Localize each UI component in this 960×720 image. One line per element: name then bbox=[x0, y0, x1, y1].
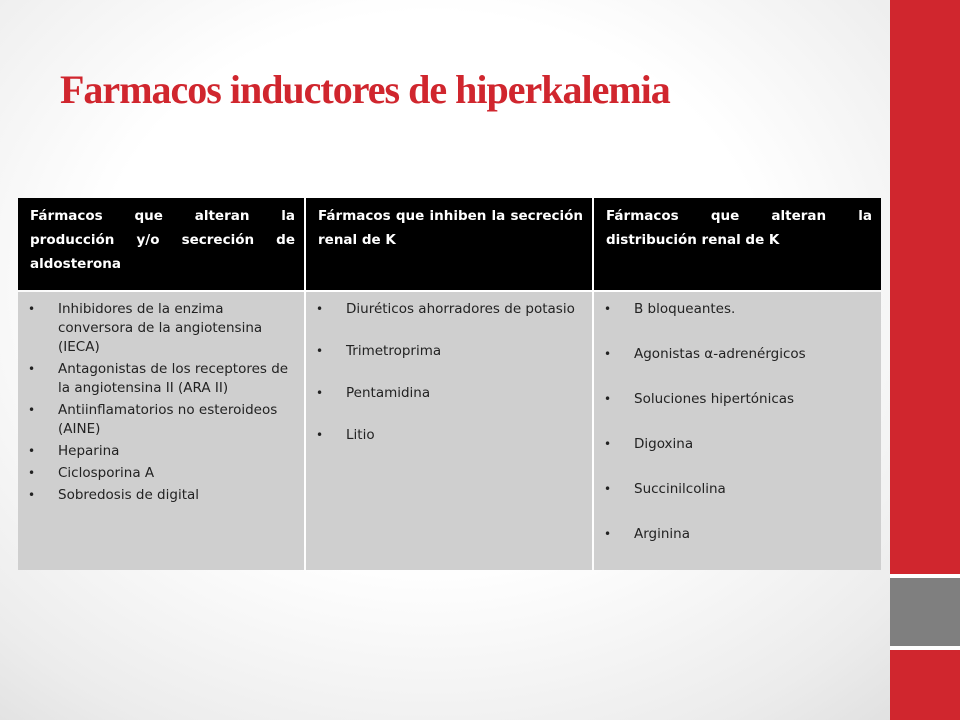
list-item-text: Heparina bbox=[58, 443, 120, 459]
list-item bbox=[604, 480, 873, 499]
bullet-icon: • bbox=[28, 302, 36, 316]
list-item bbox=[316, 300, 584, 319]
list-item bbox=[28, 401, 296, 439]
drug-list-renal-secretion bbox=[316, 300, 584, 445]
bullet-icon: • bbox=[604, 437, 612, 451]
side-decoration-bar bbox=[890, 0, 960, 720]
table-body-row bbox=[18, 292, 881, 570]
list-item bbox=[604, 345, 873, 364]
drug-table bbox=[18, 198, 881, 570]
list-item-text: Pentamidina bbox=[346, 385, 431, 401]
header-cell-aldosterone: Fármacos que alteran la producción y/o secreción de aldosterona bbox=[18, 198, 304, 290]
list-item-text: Antiinflamatorios no esteroideos (AINE) bbox=[58, 402, 278, 437]
body-cell-aldosterone bbox=[18, 292, 304, 570]
list-item-text: Arginina bbox=[634, 526, 691, 542]
list-item-text: B bloqueantes. bbox=[634, 301, 736, 317]
side-bar-red-top bbox=[890, 0, 960, 576]
list-item bbox=[316, 384, 584, 403]
bullet-icon: • bbox=[604, 302, 612, 316]
list-item bbox=[316, 426, 584, 445]
bullet-icon: • bbox=[28, 403, 36, 417]
bullet-icon: • bbox=[28, 362, 36, 376]
list-item-text: Ciclosporina A bbox=[58, 465, 155, 481]
list-item-text: Inhibidores de la enzima conversora de la angiotensina (IECA) bbox=[58, 301, 263, 355]
list-item bbox=[604, 390, 873, 409]
bullet-icon: • bbox=[604, 527, 612, 541]
bullet-icon: • bbox=[316, 428, 324, 442]
body-cell-renal-secretion bbox=[306, 292, 592, 570]
list-item bbox=[28, 464, 296, 483]
list-item-text: Trimetroprima bbox=[346, 343, 442, 359]
side-bar-gray bbox=[890, 576, 960, 648]
table-header-row bbox=[18, 198, 881, 290]
header-cell-renal-secretion: Fármacos que inhiben la secreción renal de K bbox=[306, 198, 592, 290]
list-item bbox=[316, 342, 584, 361]
bullet-icon: • bbox=[28, 444, 36, 458]
bullet-icon: • bbox=[316, 344, 324, 358]
list-item-text: Soluciones hipertónicas bbox=[634, 391, 795, 407]
list-item-text: Sobredosis de digital bbox=[58, 487, 200, 503]
list-item bbox=[28, 442, 296, 461]
bullet-icon: • bbox=[28, 488, 36, 502]
bullet-icon: • bbox=[28, 466, 36, 480]
bullet-icon: • bbox=[316, 386, 324, 400]
bullet-icon: • bbox=[604, 392, 612, 406]
list-item-text: Succinilcolina bbox=[634, 481, 726, 497]
header-cell-renal-distribution: Fármacos que alteran la distribución renal de K bbox=[594, 198, 881, 290]
list-item bbox=[604, 525, 873, 544]
slide-title: Farmacos inductores de hiperkalemia bbox=[60, 67, 670, 112]
list-item bbox=[604, 435, 873, 454]
drug-list-aldosterone bbox=[28, 300, 296, 505]
drug-list-renal-distribution bbox=[604, 300, 873, 544]
list-item bbox=[28, 360, 296, 398]
list-item-text: Litio bbox=[346, 427, 375, 443]
bullet-icon: • bbox=[604, 482, 612, 496]
bullet-icon: • bbox=[316, 302, 324, 316]
list-item bbox=[604, 300, 873, 319]
list-item-text: Antagonistas de los receptores de la angiotensina II (ARA II) bbox=[58, 361, 289, 396]
bullet-icon: • bbox=[604, 347, 612, 361]
body-cell-renal-distribution bbox=[594, 292, 881, 570]
side-bar-divider bbox=[890, 574, 960, 578]
list-item-text: Agonistas α-adrenérgicos bbox=[634, 346, 806, 362]
list-item-text: Digoxina bbox=[634, 436, 694, 452]
list-item bbox=[28, 300, 296, 357]
list-item bbox=[28, 486, 296, 505]
side-bar-divider bbox=[890, 646, 960, 650]
side-bar-red-bottom bbox=[890, 648, 960, 720]
list-item-text: Diuréticos ahorradores de potasio bbox=[346, 301, 575, 317]
